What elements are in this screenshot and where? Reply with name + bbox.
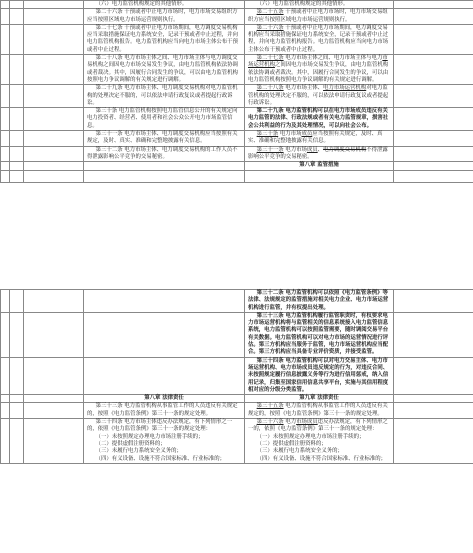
empty-cell <box>24 146 84 162</box>
empty-cell <box>1 85 10 108</box>
article-row <box>1 403 473 419</box>
revised-text <box>248 9 390 24</box>
note-cell <box>394 395 473 403</box>
empty-cell <box>24 131 84 147</box>
revised-text <box>248 55 390 84</box>
text-run: 电力 <box>283 419 297 426</box>
original-article <box>84 1 245 9</box>
original-text: 第三十一条 电力市场主体、电力调度交易机构应当按照有关规定，及时、真实、准确和完整地披露有关信息。 <box>87 131 238 145</box>
empty-cell <box>10 419 24 464</box>
note-cell <box>394 162 473 170</box>
text-run: 第二十八条 <box>256 85 284 92</box>
text-run: 电力市场运营机构 <box>323 85 367 92</box>
note-cell <box>394 357 473 394</box>
empty-cell <box>24 312 84 357</box>
article-row <box>1 131 473 147</box>
empty-cell <box>24 85 84 108</box>
text-run: 第三十六条 <box>256 419 284 426</box>
text-run: 第三十一条 <box>256 146 284 153</box>
note-cell <box>394 146 473 162</box>
revised-text <box>248 25 390 54</box>
original-article <box>84 162 245 170</box>
empty-cell <box>10 357 24 394</box>
text-run: 第二十六条 <box>256 24 284 31</box>
text-run: 第三十五条 <box>256 403 284 410</box>
revised-text: （六）电力监管机构规定的其他情形。 <box>256 1 349 7</box>
text-run: 电力市场 <box>278 131 302 138</box>
original-article <box>84 357 245 394</box>
revised-text: 第三十三条 电力监管机构履行监管职责时，有权要求电力市场运营机构将与监管相关的信息系统接入电力监管信息系统，电力监管机构可以按照监管需要，随时调阅交易平台有关数据。电力监管机构可以对电力市场的运营情况进行评估。第三方机构应当服务于监管，电力市场运营机构应当配合。第三方机构应当具备专业评价资质，并接受监管。 <box>248 312 389 356</box>
text-run: 成员 <box>306 146 318 153</box>
empty-cell <box>24 1 84 9</box>
empty-cell <box>24 170 84 182</box>
empty-cell <box>24 9 84 25</box>
empty-cell <box>24 403 84 419</box>
empty-cell <box>24 357 84 394</box>
list-item: （四）有义设备、设施不符合国家标准、行业标准的； <box>256 455 387 462</box>
revised-article <box>245 403 394 419</box>
note-cell <box>394 131 473 147</box>
spacer-row <box>1 170 473 182</box>
empty-cell <box>10 162 24 170</box>
article-row <box>1 419 473 464</box>
revised-article <box>245 419 394 464</box>
empty-cell <box>1 403 10 419</box>
list-item: （一）未按照规定办理电力市场注册手续的； <box>256 433 365 440</box>
note-cell <box>394 403 473 419</box>
empty-cell <box>1 146 10 162</box>
revised-text <box>248 85 390 107</box>
text-run: 对电力监管机构的处理决定不服的，可以依法申请行政复议或者提起行政诉讼。 <box>248 85 389 106</box>
article-row <box>1 290 473 313</box>
empty-cell <box>10 403 24 419</box>
revised-text <box>248 147 390 162</box>
note-cell <box>394 55 473 85</box>
text-run: 干预或者中止电力市场期间，电力调度交易机构应当采取措施保证电力系统安全，记录干预或者中止过程，并向电力监管机构报告。电力监管机构应当向电力市场主体公布干预或者中止过程。 <box>248 24 389 53</box>
article-row <box>1 85 473 108</box>
original-text: 第二十六条 干预或者中止电力市场时，电力市场交易组织方应当按照区域电力市场运营规则执行。 <box>87 9 238 23</box>
original-article <box>84 108 245 131</box>
article-row <box>1 146 473 162</box>
text-run: 电力市场 <box>283 146 307 153</box>
text-run: 不得泄露影响公平竞争的交易秘密。 <box>248 146 388 160</box>
chapter-heading-new: 第九章 法律责任 <box>245 395 394 403</box>
chapter-row <box>1 395 473 403</box>
revised-article <box>245 24 394 54</box>
empty-cell <box>1 395 10 403</box>
empty-cell <box>24 395 84 403</box>
article-row <box>1 357 473 394</box>
note-cell <box>394 9 473 25</box>
revised-text <box>248 403 390 418</box>
original-article <box>84 131 245 147</box>
text-run: 市场运营机构 <box>248 55 388 69</box>
note-cell <box>394 290 473 313</box>
article-row <box>1 108 473 131</box>
note-cell <box>394 85 473 108</box>
list-item: （四）有义设备、设施不符合国家标准、行业标准的； <box>95 455 226 462</box>
text-run: 电力监管机构从事监管工作的人员违反有关规定的，按照《电力监管条例》第三十一条的规定处理。 <box>248 403 388 417</box>
empty-cell <box>1 24 10 54</box>
original-text: 第二十九条 电力市场主体、电力调度交易机构对电力监管机构的处理决定不服的，可以依法申请行政复议或者提起行政诉讼。 <box>87 85 238 106</box>
article-row <box>1 24 473 54</box>
original-article <box>84 55 245 85</box>
revised-text <box>248 419 390 434</box>
empty-cell <box>24 419 84 464</box>
original-text: 第二十七条 干预或者中止电力市场期间，电力调度交易机构应当采取措施保证电力系统安全，记录干预或者中止过程，并向电力监管机构报告。电力监管机构应当向电力市场主体公布干预或者中止过程。 <box>87 24 238 53</box>
comparison-table-top <box>0 0 473 183</box>
empty-cell <box>10 85 24 108</box>
empty-cell <box>245 170 394 182</box>
revised-article <box>245 290 394 313</box>
revised-text <box>248 108 390 130</box>
empty-cell <box>10 1 24 9</box>
empty-cell <box>10 395 24 403</box>
text-run: 第三十条 <box>256 131 279 138</box>
text-run: 第二十七条 <box>256 55 284 62</box>
list-item: （二）提供虚假注册资料的； <box>95 440 166 447</box>
empty-cell <box>394 170 473 182</box>
revised-text: 第三十二条 电力监管机构可以依照《电力监管条例》等法律、法规规定的监管措施对相关电力企业、电力市场运营机构进行监管，并有权提出处理。 <box>248 290 389 311</box>
empty-cell <box>1 162 10 170</box>
revised-article <box>245 1 394 9</box>
empty-cell <box>10 290 24 313</box>
text-run: 、 <box>317 146 324 153</box>
text-run: 电力调度交易机构 <box>323 146 367 153</box>
empty-cell <box>1 9 10 25</box>
article-row <box>1 1 473 9</box>
original-text: 第三十三条 电力监管机构从事监管工作的人员违反有关规定的，按照《电力监管条例》第三十一条的规定处理。 <box>87 403 238 417</box>
article-row <box>1 312 473 357</box>
list-item: （三）未履行电力系统安全义务的； <box>95 448 182 455</box>
empty-cell <box>10 55 24 85</box>
original-article <box>84 24 245 54</box>
empty-cell <box>24 55 84 85</box>
chapter-row <box>1 162 473 170</box>
note-cell <box>394 1 473 9</box>
original-article <box>84 9 245 25</box>
original-article <box>84 419 245 464</box>
empty-cell <box>10 170 24 182</box>
empty-cell <box>10 24 24 54</box>
revised-text: 第三十四条 电力监管机构可以对电力交易主体、电力市场运营机构、电力市场成员违反规定的行为，对违反合同、未按照规定履行信息披露义务等行为进行信用惩戒，纳入信用记录，归集至国家信用信息共享平台，实施与其信用程度相对应的分级分类监管。 <box>248 357 389 393</box>
revised-article <box>245 131 394 147</box>
revised-article <box>245 146 394 162</box>
revised-article <box>245 108 394 131</box>
revised-article <box>245 55 394 85</box>
note-cell <box>394 24 473 54</box>
original-text: 第三十条 电力监管机构按照电力监管信息公开的有关规定向电力投资者、经营者、使用者和社会公众公开电力市场监管信息。 <box>87 108 238 129</box>
article-row <box>1 9 473 25</box>
revised-article <box>245 85 394 108</box>
empty-cell <box>10 131 24 147</box>
empty-cell <box>1 55 10 85</box>
note-cell <box>394 419 473 464</box>
text-run: 电力市场主体之间、电力市场主体与电力 <box>283 55 383 62</box>
empty-cell <box>1 131 10 147</box>
comparison-table-bottom <box>0 289 473 464</box>
original-text: 第三十二条 电力市场主体、电力调度交易机构的工作人员不得泄露影响公平竞争的交易秘密。 <box>87 146 238 160</box>
text-run: 成员 <box>301 131 313 138</box>
revised-article <box>245 312 394 357</box>
note-cell <box>394 108 473 131</box>
note-cell <box>394 312 473 357</box>
empty-cell <box>24 108 84 131</box>
list-item: （一）未按照规定办理电力市场注册手续的； <box>95 433 204 440</box>
empty-cell <box>1 312 10 357</box>
text-run: 违反办法规定，有下列情形之一的，依照《电力监管条例》第三十一条的规定处理： <box>248 419 388 433</box>
chapter-heading-new: 第八章 监管措施 <box>245 162 394 170</box>
empty-cell <box>1 1 10 9</box>
original-text: 第三十四条 电力市场主体违反办法规定，有下列情形之一的，依照《电力监管条例》第三十一条的规定处理： <box>87 419 233 433</box>
text-run: 之间因电力市场交易发生争议，由电力监管机构依法协调或者裁决。其中，因履行合同发生的争议，可以由电力监管机构按照电力争议调解的有关规定进行调解。 <box>248 62 389 83</box>
text-run: 第二十五条 <box>256 9 284 16</box>
original-article <box>84 85 245 108</box>
list-item: （二）提供虚假注册资料的； <box>256 440 327 447</box>
revised-article <box>245 357 394 394</box>
original-article <box>84 403 245 419</box>
empty-cell <box>10 9 24 25</box>
empty-cell <box>24 162 84 170</box>
empty-cell <box>1 170 10 182</box>
empty-cell <box>10 108 24 131</box>
empty-cell <box>24 24 84 54</box>
original-text: （六）电力监管机构规定的其他情形。 <box>95 1 188 7</box>
article-row <box>1 55 473 85</box>
empty-cell <box>10 312 24 357</box>
table-body <box>1 290 473 464</box>
text-run: 第二十九条 电力监管机构可以在电力市场成员违反有关电力监管的法律、行政法规或者有关电力监管规章，损害社会公共利益的行为及其处理情况，可以向社会公布。 <box>248 108 389 129</box>
revised-text <box>248 131 390 146</box>
text-run: 干预或者中止电力市场时，电力市场交易组织方应当按照区域电力市场运营规则执行。 <box>248 9 388 23</box>
empty-cell <box>84 170 245 182</box>
empty-cell <box>1 419 10 464</box>
original-text: 第二十八条 电力市场主体之间、电力市场主体与电力调度交易机构之间因电力市场交易发生争议，由电力监管机构依法协调或者裁决。其中，因履行合同发生的争议，可以由电力监管机构按照电力争议调解的有关规定进行调解。 <box>87 55 238 83</box>
page-bottom <box>0 289 473 553</box>
list-item: （三）未履行电力系统安全义务的； <box>256 448 343 455</box>
text-run: 应当按照有关规定，及时、真实、准确和完整地披露有关信息。 <box>248 131 383 145</box>
empty-cell <box>1 108 10 131</box>
original-article <box>84 312 245 357</box>
empty-cell <box>1 290 10 313</box>
table-body <box>1 1 473 183</box>
revised-article <box>245 9 394 25</box>
empty-cell <box>24 290 84 313</box>
text-run: 电力市场主体、 <box>283 85 324 92</box>
original-article <box>84 290 245 313</box>
empty-cell <box>1 357 10 394</box>
chapter-heading-old: 第八章 法律责任 <box>84 395 245 403</box>
original-article <box>84 146 245 162</box>
empty-cell <box>10 146 24 162</box>
text-run: 市场成员 <box>296 419 318 426</box>
